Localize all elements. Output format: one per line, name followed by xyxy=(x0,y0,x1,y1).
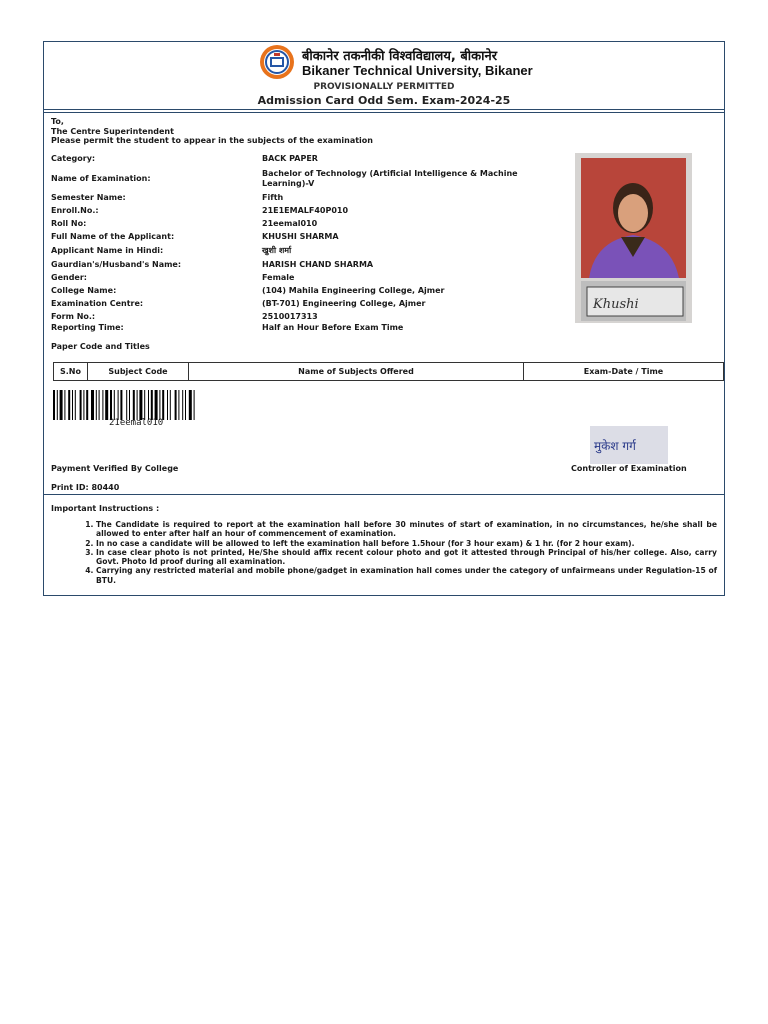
barcode xyxy=(53,390,239,420)
address-line: Please permit the student to appear in the subjects of the examination xyxy=(51,136,373,145)
payment-verified-label: Payment Verified By College xyxy=(51,464,179,473)
category-label: Category: xyxy=(51,154,96,163)
instructions-divider xyxy=(44,494,724,495)
controller-signature-text: मुकेश गर्ग xyxy=(594,439,636,453)
full-name-label: Full Name of the Applicant: xyxy=(51,232,175,241)
header-divider-2 xyxy=(44,112,724,113)
exam-name-label: Name of Examination: xyxy=(51,174,151,183)
roll-no-label: Roll No: xyxy=(51,219,87,228)
instruction-item: 2. In no case a candidate will be allowed to left the examination hall before 1.5hour (for 3 hour exam) & 1 hr. (for 2 hour exam). xyxy=(96,539,717,548)
reporting-time-label: Reporting Time: xyxy=(51,323,124,332)
guardian-name-label: Gaurdian's/Husband's Name: xyxy=(51,260,182,269)
controller-label: Controller of Examination xyxy=(571,464,687,473)
full-name-value: KHUSHI SHARMA xyxy=(262,232,339,241)
instruction-item: 3. In case clear photo is not printed, He/She should affix recent colour photo and got it attested through Principal of his/her college. Also, carry Govt. Photo Id proof during all examination. xyxy=(96,548,717,567)
instructions-title: Important Instructions : xyxy=(51,504,160,513)
address-line: To, xyxy=(51,117,64,126)
category-value: BACK PAPER xyxy=(262,154,318,163)
col-subject-name: Name of Subjects Offered xyxy=(189,363,524,380)
print-id: Print ID: 80440 xyxy=(51,483,120,492)
paper-section-title: Paper Code and Titles xyxy=(51,342,150,351)
form-no-label: Form No.: xyxy=(51,312,96,321)
address-block xyxy=(51,117,373,146)
address-line: The Centre Superintendent xyxy=(51,126,174,136)
card-title: Admission Card Odd Sem. Exam-2024-25 xyxy=(257,94,511,107)
candidate-photo-image xyxy=(575,153,692,323)
reporting-time-value: Half an Hour Before Exam Time xyxy=(262,323,404,332)
header-divider xyxy=(44,109,724,110)
university-name-hindi: बीकानेर तकनीकी विश्वविद्यालय, बीकानेर xyxy=(302,49,498,64)
semester-value: Fifth xyxy=(262,193,284,202)
form-no-value: 2510017313 xyxy=(262,312,318,321)
university-logo-icon xyxy=(259,44,295,80)
col-subject-code: Subject Code xyxy=(88,363,189,380)
college-name-label: College Name: xyxy=(51,286,117,295)
hindi-name-label: Applicant Name in Hindi: xyxy=(51,246,164,255)
candidate-signature: Khushi xyxy=(593,297,639,312)
college-name-value: (104) Mahila Engineering College, Ajmer xyxy=(262,286,445,295)
subjects-table-header xyxy=(53,362,724,381)
gender-label: Gender: xyxy=(51,273,87,282)
col-exam-date: Exam-Date / Time xyxy=(583,367,664,376)
col-sno: S.No xyxy=(54,363,88,380)
university-name-english: Bikaner Technical University, Bikaner xyxy=(302,63,533,78)
guardian-name-value: HARISH CHAND SHARMA xyxy=(262,260,374,269)
exam-centre-value: (BT-701) Engineering College, Ajmer xyxy=(262,299,426,308)
instruction-item: 4. Carrying any restricted material and mobile phone/gadget in examination hall comes under the category of unfairmeans under Regulation-15 of BTU. xyxy=(96,566,717,585)
semester-label: Semester Name: xyxy=(51,193,126,202)
instruction-item: 1. The Candidate is required to report at the examination hall before 30 minutes of start of examination, in no circumstances, he/she shall be allowed to enter after half an hour of commencement of examination. xyxy=(96,520,717,539)
candidate-photo xyxy=(575,153,692,323)
exam-centre-label: Examination Centre: xyxy=(51,299,144,308)
card-header xyxy=(44,42,724,112)
barcode-text: 21eemal010 xyxy=(109,418,164,428)
enroll-no-label: Enroll.No.: xyxy=(51,206,99,215)
controller-signature xyxy=(590,426,668,464)
enroll-no-value: 21E1EMALF40P010 xyxy=(262,206,349,215)
admission-card xyxy=(43,41,725,596)
permission-status: PROVISIONALLY PERMITTED xyxy=(313,82,455,92)
roll-no-value: 21eemal010 xyxy=(262,219,318,228)
gender-value: Female xyxy=(262,273,295,282)
exam-name-value: Bachelor of Technology (Artificial Intelligence & Machine Learning)-V xyxy=(262,169,518,188)
instructions-list xyxy=(78,520,717,585)
hindi-name-value: खुशी शर्मा xyxy=(262,246,292,255)
